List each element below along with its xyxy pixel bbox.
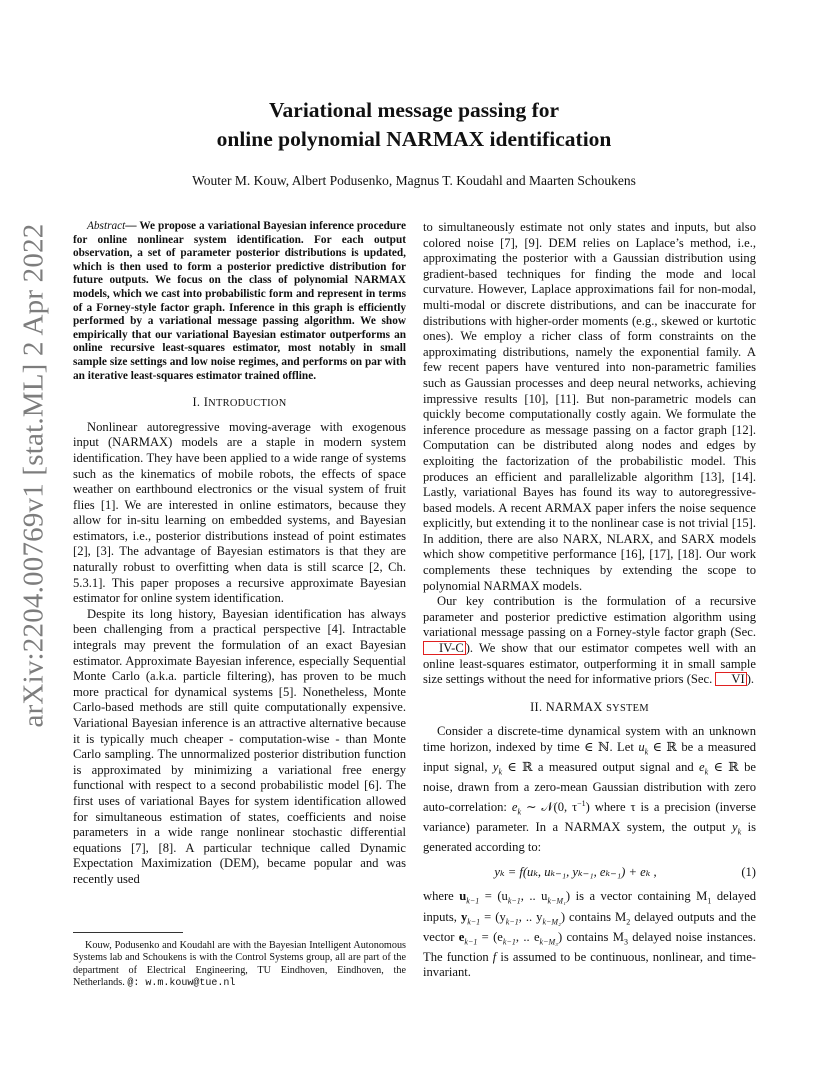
title-line-2: online polynomial NARMAX identification [216, 127, 612, 151]
intro-paragraph-1: Nonlinear autoregressive moving-average with exogenous input (NARMAX) models are a staple in modern system identification. They have been applied to a wide range of systems such as the kinematics of mobile robots, the effects of space weather on earthbound electronics or the visual system of fruit flies [1]. We are interested in online estimators, because they allow for in-situ learning on embedded systems, and Bayesian estimators, i.e., posterior distributions instead of point estimates [2], [3]. The advantage of Bayesian estimators is that they are naturally robust to overfitting when data is still scarce [2, Ch. 5.3.1]. This paper proposes a recursive approximate Bayesian estimator for online system identification. [73, 419, 406, 606]
abstract [73, 220, 406, 383]
intro-paragraph-continued: to simultaneously estimate not only states and inputs, but also colored noise [7], [9]. DEM relies on Laplace’s method, i.e., approximating the posterior with a Gaussian distribution using gradient-based techniques for finding the mode and local curvature. However, Laplace approximations fail for non-modal, multi-modal or discrete distributions, and can be inaccurate for distributions with higher-order moments (e.g., skewed or kurtotic ones). We employ a richer class of form constraints on the approximating distributions, namely the exponential family. A few recent papers have ventured into non-parametric families such as Gaussian processes and deep neural networks, achieving impressive results [10], [11]. But non-parametric models can quickly become computationally costly again. We formulate the inference procedure as message passing on a factor graph [12]. Computation can be distributed along nodes and edges by exploiting the factorization of the probabilistic model. This produces an efficient and parallelizable algorithm [13], [14]. Lastly, variational Bayes has found its way to autoregressive-based models. A recent ARMAX paper infers the noise sequence explicitly, but extending it to the nonlinear case is not trivial [15]. In addition, there are also NARX, NLARX, and SARX models which show competitive performance [16], [17], [18]. Our work complements these techniques by extending the scope to polynomial NARMAX models. [423, 220, 756, 593]
section-heading-narmax: II. NARMAX SYSTEM [530, 699, 649, 714]
contribution-paragraph: Our key contribution is the formulation of a recursive parameter and posterior predictive estimation algorithm using variational message passing on a Forney-style factor graph (Sec. IV-C ). We show that our estimator competes well with an online least-squares estimator, outperforming it in small sample size settings without the need for informative priors (Sec. VI ). [423, 594, 756, 687]
abstract-text: We propose a variational Bayesian inference procedure for online nonlinear system identification. For each output observation, a set of parameter posterior distributions is updated, which is then used to form a posterior predictive distribution for future outputs. We focus on the class of polynomial NARMAX models, which we cast into probabilistic form and represent in terms of a Forney-style factor graph. Inference in this graph is efficiently performed by a variational message passing algorithm. We show empirically that our variational Bayesian estimator outperforms an online recursive least-squares estimator, most notably in small sample size settings and low noise regimes, and performs on par with an iterative least-squares estimator trained offline. [73, 220, 406, 382]
right-column [423, 220, 756, 1030]
paper-title [0, 96, 828, 154]
title-line-1: Variational message passing for [268, 98, 560, 122]
equation-1-body: yₖ = f(uₖ, uₖ₋₁, yₖ₋₁, eₖ₋₁) + eₖ , [494, 864, 657, 879]
equation-1-number: (1) [741, 864, 756, 879]
narmax-paragraph-2: where $u_{k-1} = (u_{k-1}$, .. $u_{k-M_1}$) is a vector containing $M_1$ delayed inputs, $y_{k-1} = (y_{k-1}$, .. $y_{k-M_2}$) contains $M_2$ delayed outputs and the vector $e_{k-1} = (e_{k-1}$, .. $e_{k-M_3}$) contains $M_3$ delayed noise instances. The function f is assumed to be continuous, nonlinear, and time-invariant. [423, 889, 756, 980]
author-affiliation-footnote [73, 940, 406, 991]
section-link-vi[interactable]: VI [715, 672, 746, 686]
footnote-divider [73, 932, 183, 933]
equation-1 [423, 865, 756, 881]
author-list: Wouter M. Kouw, Albert Podusenko, Magnus T. Koudahl and Maarten Schoukens [192, 173, 636, 188]
left-column [73, 220, 406, 1010]
abstract-dash: — [125, 220, 140, 232]
section-link-iv-c[interactable]: IV-C [423, 641, 466, 655]
narmax-paragraph-1: Consider a discrete-time dynamical system with an unknown time horizon, indexed by time ∈ ℕ. Let $u_k$ ∈ ℝ be a measured input signal, $y_k$ ∈ ℝ a measured output signal and $e_k$ ∈ ℝ be noise, drawn from a zero-mean Gaussian distribution with zero auto-correlation: $e_k$ ∼ 𝒩(0, $\tau^{-1}$) where τ is a precision (inverse variance) parameter. In a NARMAX system, the output $y_k$ is generated according to: [423, 724, 757, 855]
intro-paragraph-2: Despite its long history, Bayesian identification has always been challenging from a practical perspective [4]. Intractable integrals may prevent the formulation of an exact Bayesian estimator. Approximate Bayesian inference, especially Sequential Monte Carlo (a.k.a. particle filtering), has proven to be much more practical for dynamical systems [5]. Nonetheless, Monte Carlo-based methods are still quite computationally expensive. Variational Bayesian inference is an attractive alternative because it is typically much cheaper - computation-wise - than Monte Carlo sampling. The unnormalized posterior distribution function is approximated by minimizing a variational free energy functional with respect to a second probabilistic model [6]. The first uses of variational Bayes for system identification allowed for simultaneous estimation of states, coefficients and noise parameters in a wide range nonlinear stochastic differential equations [7], [8]. A particular technique called Dynamic Expectation Maximization (DEM), became popular and was recently used [73, 606, 406, 886]
abstract-label: Abstract [87, 220, 126, 232]
footnote-text: Kouw, Podusenko and Koudahl are with the Bayesian Intelligent Autonomous Systems lab and Schoukens is with the Control Systems group, all are part of the department of Electrical Engineering, TU Eindhoven, Eindhoven, the Netherlands. [73, 940, 406, 989]
author-email: w.m.kouw@tue.nl [145, 978, 236, 990]
footnote-email-prefix: @: [127, 978, 146, 990]
arxiv-stamp-text: arXiv:2204.00769v1 [stat.ML] 2 Apr 2022 [17, 223, 50, 727]
arxiv-identifier-stamp [14, 223, 54, 727]
section-heading-introduction: I. INTRODUCTION [192, 395, 287, 410]
